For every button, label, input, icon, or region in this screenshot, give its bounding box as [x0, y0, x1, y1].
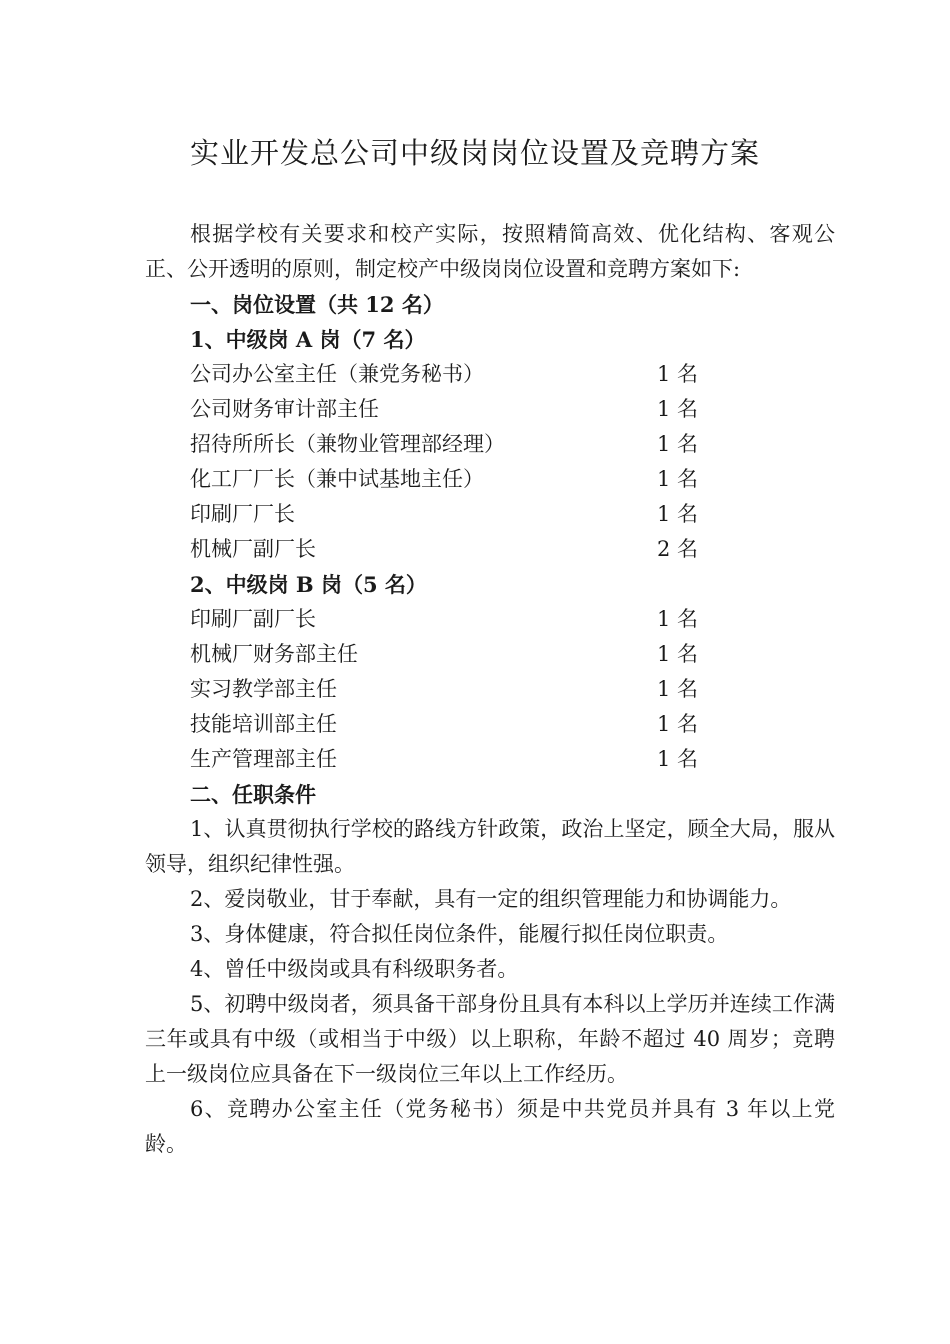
position-count: 1 名 [657, 712, 699, 736]
position-count: 1 名 [657, 432, 699, 456]
position-row [145, 427, 835, 462]
intro-paragraph: 根据学校有关要求和校产实际，按照精简高效、优化结构、客观公正、公开透明的原则，制定校产中级岗岗位设置和竞聘方案如下: [145, 222, 835, 281]
position-name: 招待所所长（兼物业管理部经理） [190, 432, 505, 456]
position-name: 公司财务审计部主任 [190, 397, 379, 421]
position-name: 公司办公室主任（兼党务秘书） [190, 362, 484, 386]
condition-item: 3、身体健康，符合拟任岗位条件，能履行拟任岗位职责。 [190, 922, 729, 946]
position-row [145, 497, 835, 532]
position-count: 1 名 [657, 397, 699, 421]
position-name: 实习教学部主任 [190, 677, 337, 701]
condition-item: 1、认真贯彻执行学校的路线方针政策，政治上坚定，顾全大局，服从领导，组织纪律性强。 [145, 817, 835, 876]
position-count: 1 名 [657, 467, 699, 491]
position-row [145, 672, 835, 707]
position-count: 1 名 [657, 607, 699, 631]
group-b-heading: 2、中级岗 B 岗（5 名） [190, 572, 427, 597]
position-row [145, 707, 835, 742]
position-row [145, 602, 835, 637]
position-name: 印刷厂厂长 [190, 502, 295, 526]
position-count: 1 名 [657, 677, 699, 701]
position-name: 技能培训部主任 [190, 712, 337, 736]
position-count: 1 名 [657, 502, 699, 526]
position-count: 2 名 [657, 537, 699, 561]
section1-heading: 一、岗位设置（共 12 名） [190, 292, 444, 317]
position-count: 1 名 [657, 362, 699, 386]
position-count: 1 名 [657, 642, 699, 666]
condition-item: 2、爱岗敬业，甘于奉献，具有一定的组织管理能力和协调能力。 [190, 887, 792, 911]
document-title: 实业开发总公司中级岗岗位设置及竞聘方案 [189, 136, 760, 170]
position-row [145, 637, 835, 672]
position-row [145, 462, 835, 497]
condition-item: 6、竞聘办公室主任（党务秘书）须是中共党员并具有 3 年以上党龄。 [145, 1097, 835, 1156]
position-name: 生产管理部主任 [190, 747, 337, 771]
position-row [145, 742, 835, 777]
condition-item: 5、初聘中级岗者，须具备干部身份且具有本科以上学历并连续工作满三年或具有中级（或相当于中级）以上职称，年龄不超过 40 周岁；竞聘上一级岗位应具备在下一级岗位三年以上工作经历。 [145, 992, 835, 1086]
position-row [145, 532, 835, 567]
position-name: 化工厂厂长（兼中试基地主任） [190, 467, 484, 491]
document-body [145, 217, 835, 1162]
position-name: 机械厂财务部主任 [190, 642, 358, 666]
position-row [145, 392, 835, 427]
position-count: 1 名 [657, 747, 699, 771]
section2-heading: 二、任职条件 [190, 782, 316, 807]
position-name: 机械厂副厂长 [190, 537, 316, 561]
position-row [145, 357, 835, 392]
condition-item: 4、曾任中级岗或具有科级职务者。 [190, 957, 519, 981]
position-name: 印刷厂副厂长 [190, 607, 316, 631]
group-a-heading: 1、中级岗 A 岗（7 名） [190, 327, 426, 352]
